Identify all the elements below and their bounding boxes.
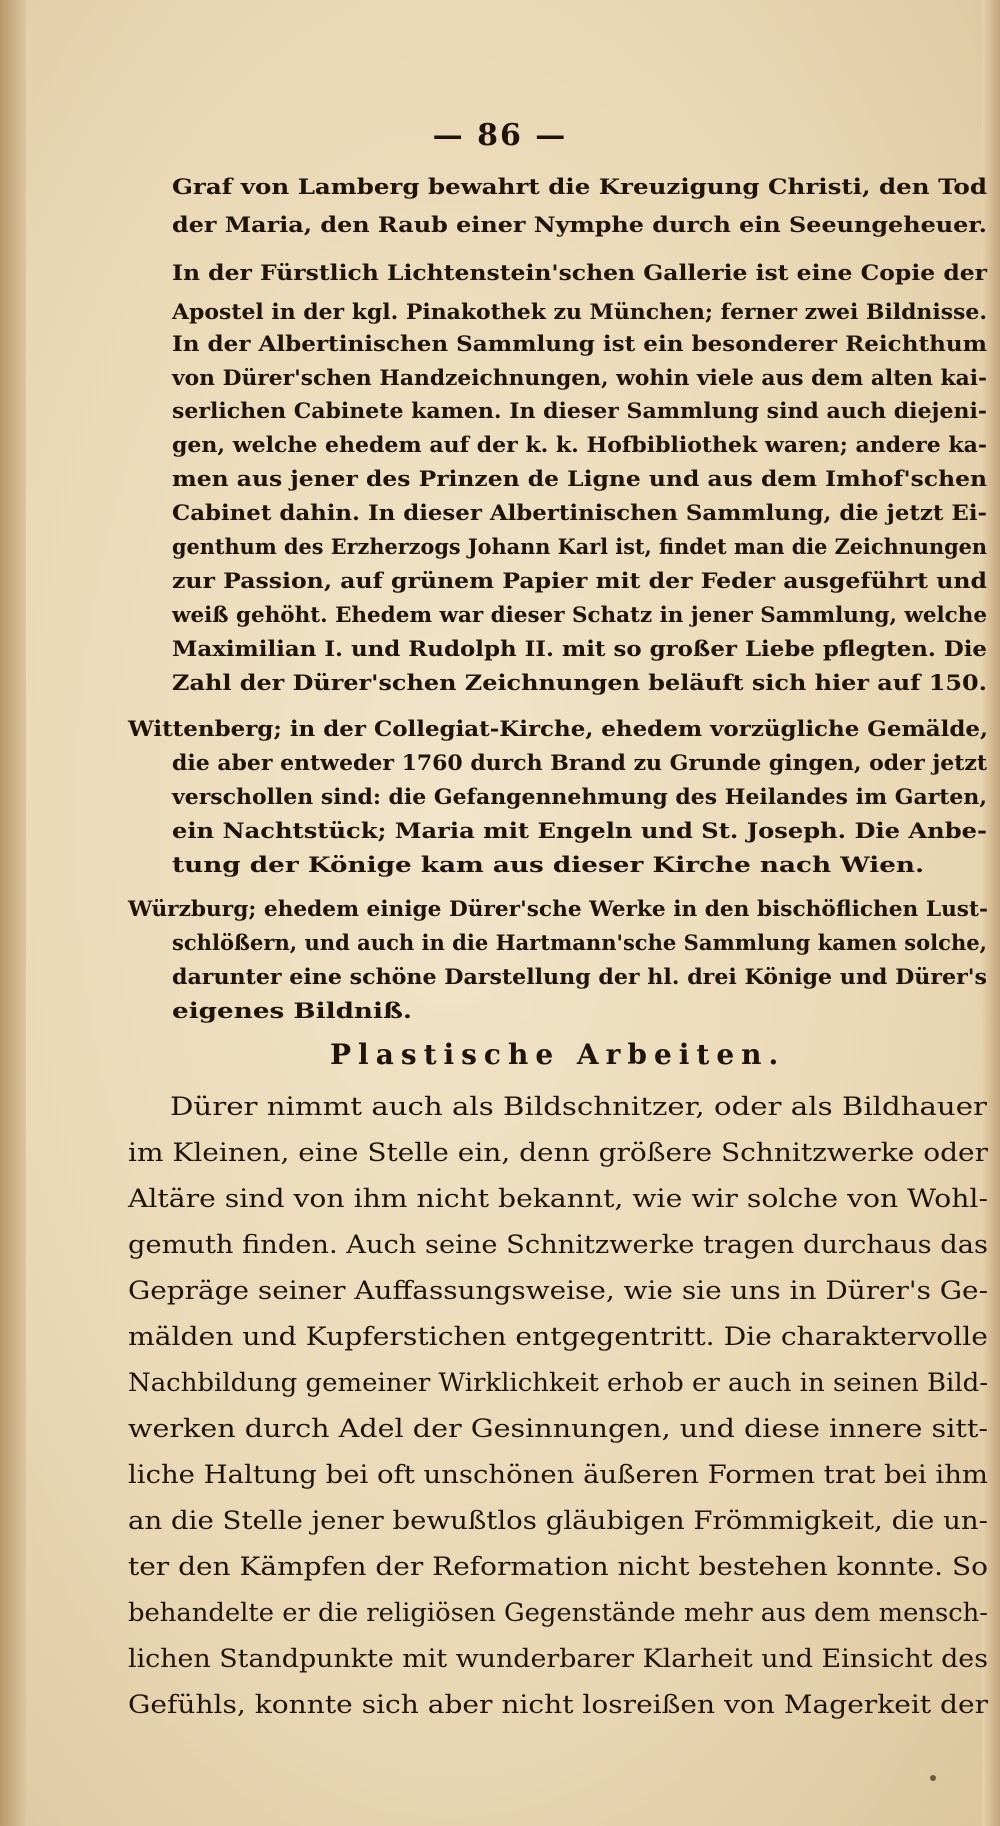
- text-line: serlichen Cabinete kamen. In dieser Sammlung sind auch diejeni-: [172, 398, 987, 423]
- text-line: genthum des Erzherzogs Johann Karl ist, findet man die Zeichnungen: [172, 534, 987, 559]
- text-line: werken durch Adel der Gesinnungen, und diese innere sitt-: [128, 1414, 988, 1443]
- text-line: weiß gehöht. Ehedem war dieser Schatz in jener Sammlung, welche: [172, 602, 987, 627]
- text-line: Graf von Lamberg bewahrt die Kreuzigung Christi, den Tod: [172, 174, 988, 199]
- text-line: Gepräge seiner Auffassungsweise, wie sie uns in Dürer's Ge-: [128, 1276, 988, 1305]
- text-line: die aber entweder 1760 durch Brand zu Grunde gingen, oder jetzt: [172, 750, 988, 775]
- text-line: eigenes Bildniß.: [172, 998, 413, 1023]
- text-line: mälden und Kupferstichen entgegentritt. Die charaktervolle: [128, 1322, 988, 1351]
- text-line: In der Albertinischen Sammlung ist ein besonderer Reichthum: [172, 331, 987, 356]
- text-line: In der Fürstlich Lichtenstein'schen Gallerie ist eine Copie der: [172, 260, 987, 285]
- page-left-edge: [0, 0, 26, 1826]
- text-line: darunter eine schöne Darstellung der hl. drei Könige und Dürer's: [172, 964, 987, 989]
- text-line: behandelte er die religiösen Gegenstände mehr aus dem mensch-: [128, 1598, 988, 1627]
- text-line: schlößern, und auch in die Hartmann'sche Sammlung kamen solche,: [172, 930, 987, 955]
- text-line: Dürer nimmt auch als Bildschnitzer, oder als Bildhauer: [170, 1092, 987, 1121]
- text-line: Zahl der Dürer'schen Zeichnungen beläuft sich hier auf 150.: [172, 670, 987, 695]
- text-line: Altäre sind von ihm nicht bekannt, wie wir solche von Wohl-: [128, 1184, 988, 1213]
- text-line: Cabinet dahin. In dieser Albertinischen Sammlung, die jetzt Ei-: [172, 500, 988, 525]
- text-line: Maximilian I. und Rudolph II. mit so großer Liebe pflegten. Die: [172, 636, 987, 661]
- text-line: von Dürer'schen Handzeichnungen, wohin viele aus dem alten kai-: [172, 365, 987, 390]
- page-number: — 86 —: [432, 118, 568, 153]
- text-line: liche Haltung bei oft unschönen äußeren Formen trat bei ihm: [128, 1460, 988, 1489]
- text-line: Wittenberg; in der Collegiat-Kirche, ehedem vorzügliche Gemälde,: [128, 716, 988, 741]
- text-line: an die Stelle jener bewußtlos gläubigen Frömmigkeit, die un-: [128, 1506, 988, 1535]
- text-line: ein Nachtstück; Maria mit Engeln und St. Joseph. Die Anbe-: [172, 818, 987, 843]
- text-line: men aus jener des Prinzen de Ligne und aus dem Imhof'schen: [172, 466, 987, 491]
- text-line: Gefühls, konnte sich aber nicht losreißen von Magerkeit der: [128, 1690, 988, 1719]
- text-line: verschollen sind: die Gefangennehmung des Heilandes im Garten,: [172, 784, 987, 809]
- text-line: gen, welche ehedem auf der k. k. Hofbibliothek waren; andere ka-: [172, 432, 988, 457]
- text-line: Würzburg; ehedem einige Dürer'sche Werke in den bischöflichen Lust-: [128, 896, 988, 921]
- text-line: Apostel in der kgl. Pinakothek zu München; ferner zwei Bildnisse.: [172, 299, 988, 324]
- text-line: der Maria, den Raub einer Nymphe durch ein Seeungeheuer.: [172, 212, 988, 237]
- ink-spot: [930, 1775, 936, 1781]
- section-heading: Plastische Arbeiten.: [330, 1038, 786, 1071]
- text-line: gemuth finden. Auch seine Schnitzwerke tragen durchaus das: [128, 1230, 989, 1259]
- text-line: tung der Könige kam aus dieser Kirche nach Wien.: [172, 852, 925, 877]
- text-line: lichen Standpunkte mit wunderbarer Klarheit und Einsicht des: [128, 1644, 988, 1673]
- text-line: im Kleinen, eine Stelle ein, denn größere Schnitzwerke oder: [128, 1138, 988, 1167]
- text-line: zur Passion, auf grünem Papier mit der Feder ausgeführt und: [172, 568, 987, 593]
- text-line: Nachbildung gemeiner Wirklichkeit erhob er auch in seinen Bild-: [128, 1368, 988, 1397]
- text-line: ter den Kämpfen der Reformation nicht bestehen konnte. So: [128, 1552, 989, 1581]
